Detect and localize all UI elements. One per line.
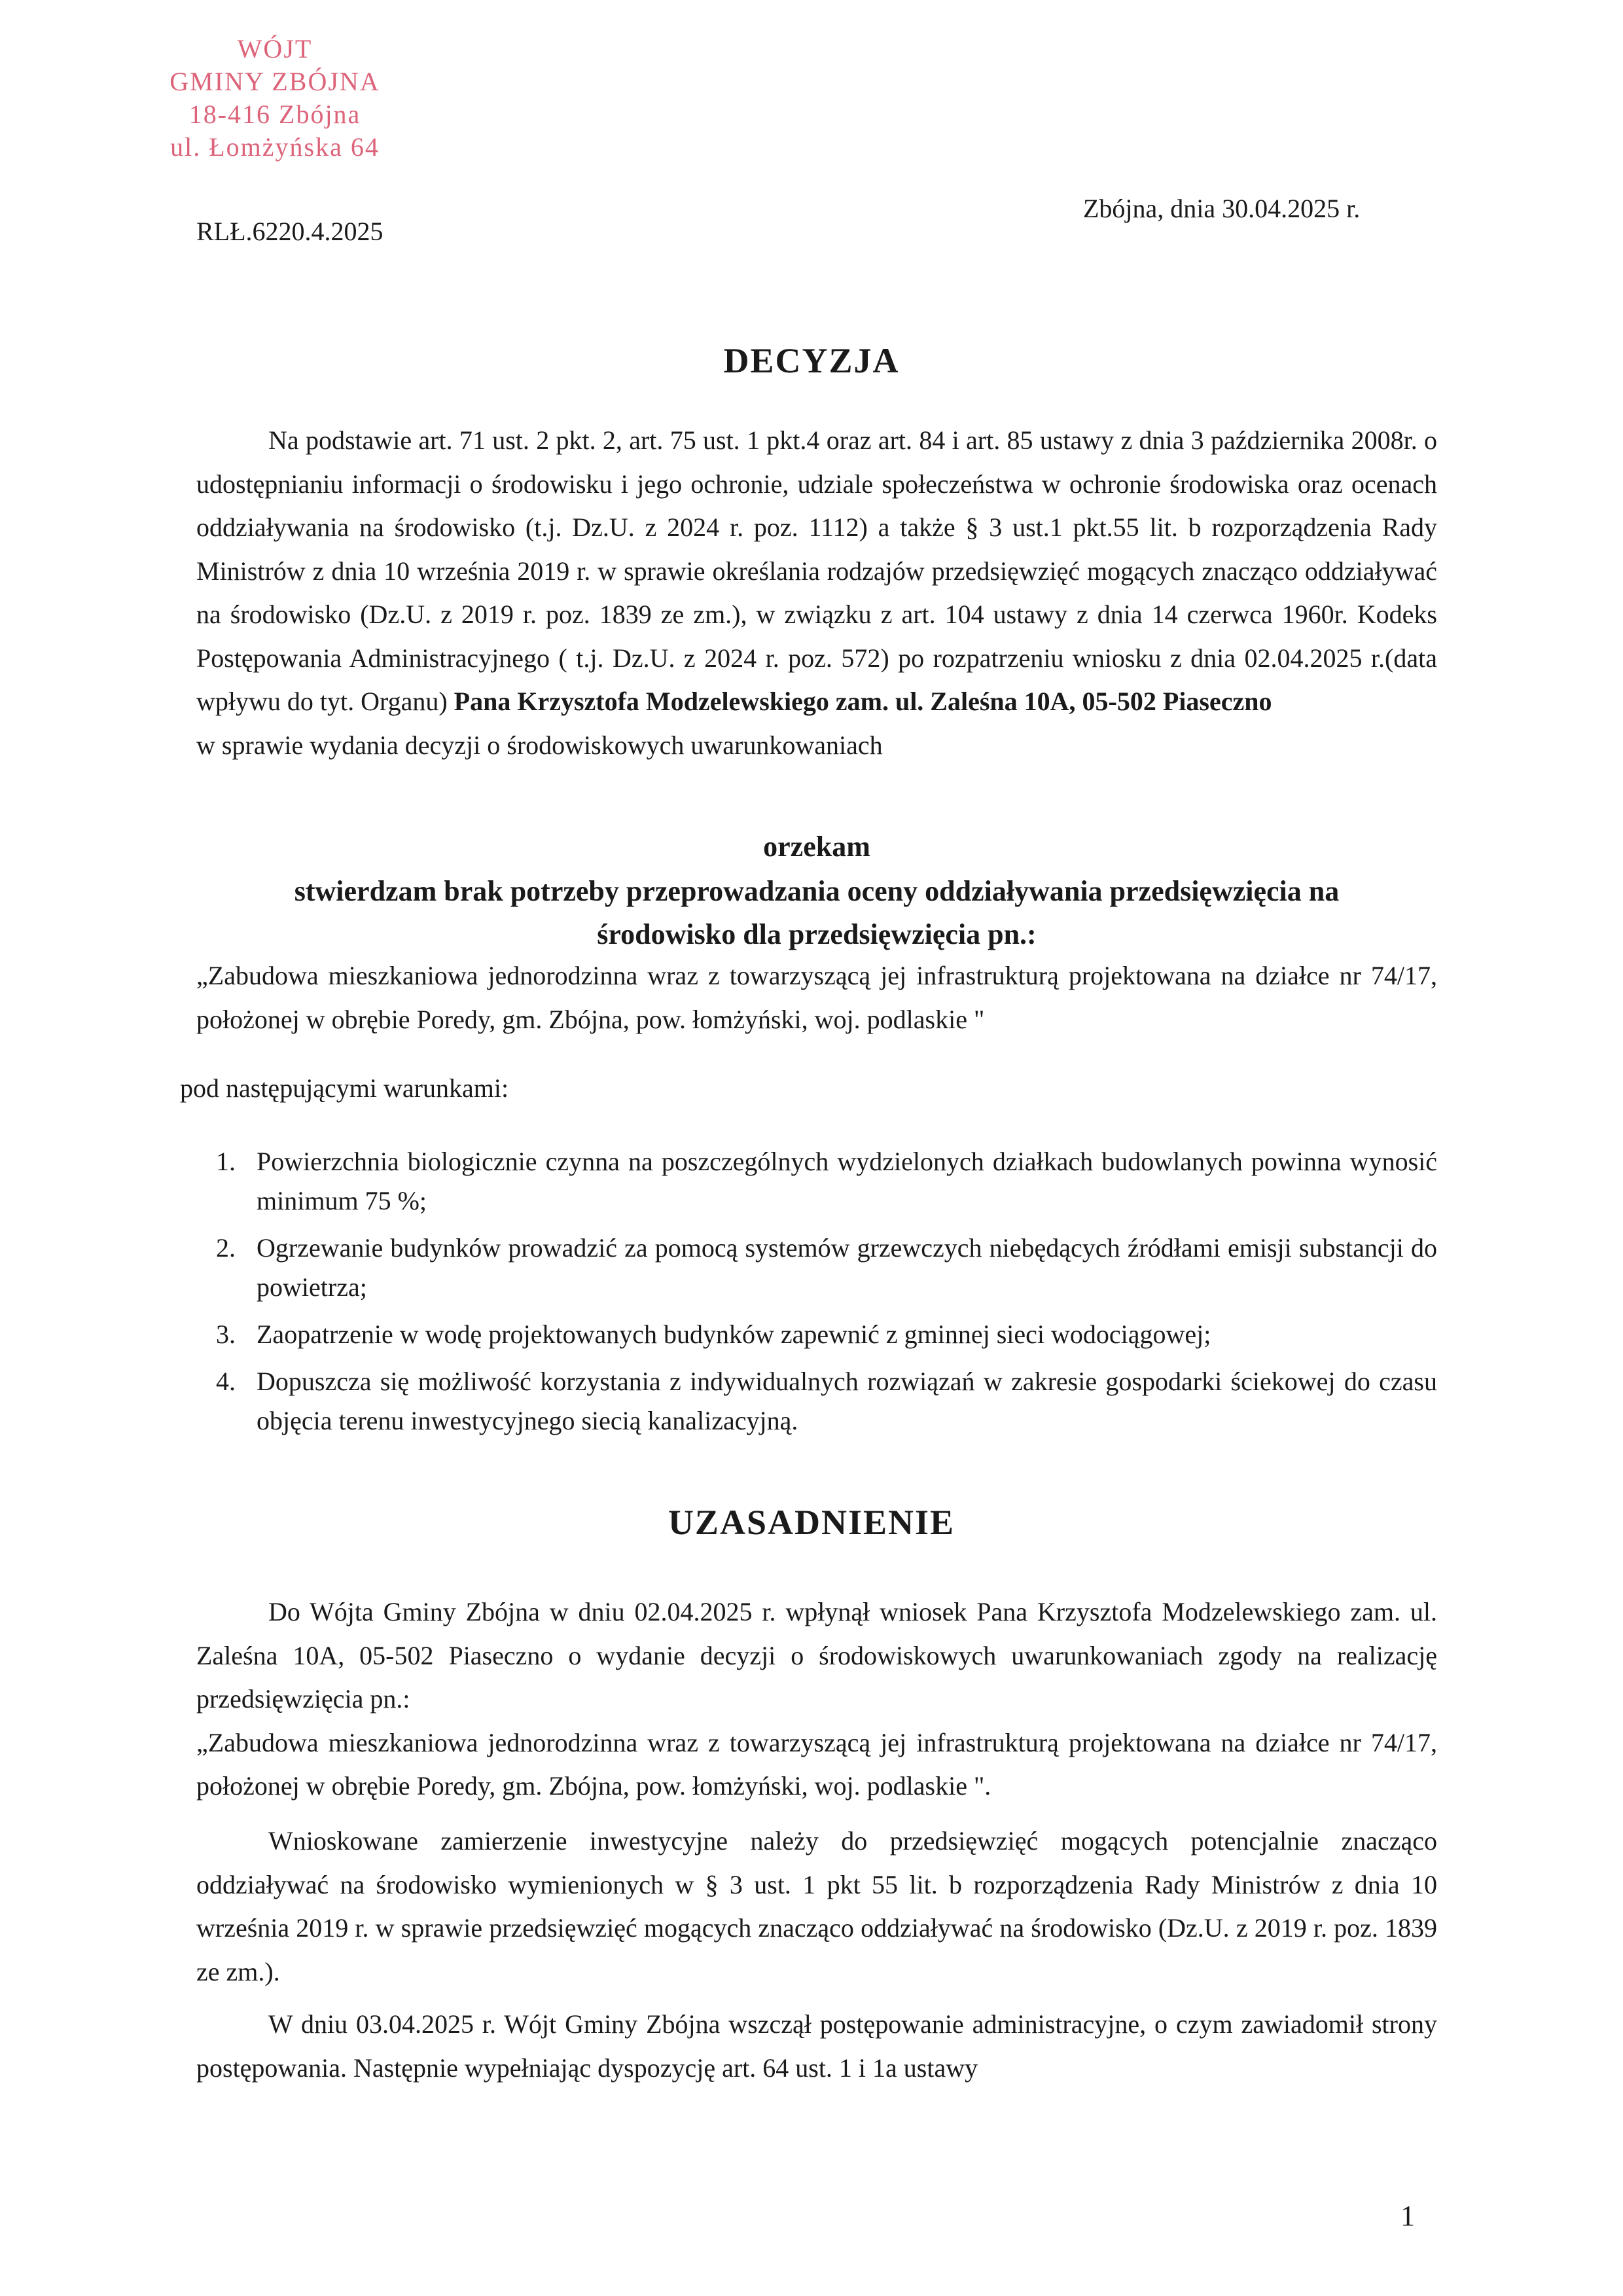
ruling-line-1: stwierdzam brak potrzeby przeprowadzania oceny oddziaływania przedsięwzięcia na: [294, 875, 1340, 907]
justification-text-1: Do Wójta Gminy Zbójna w dniu 02.04.2025 r. wpłynął wniosek Pana Krzysztofa Modzelewskiego zam. ul. Zaleśna 10A, 05-502 Piaseczno o wydanie decyzji o środowiskowych uwarunkowaniach zgody na realizację przedsięwzięcia pn.:: [196, 1597, 1437, 1713]
conditions-list: [216, 1142, 1437, 1448]
stamp-line-1: WÓJT: [237, 34, 313, 63]
condition-text: Dopuszcza się możliwość korzystania z indywidualnych rozwiązań w zakresie gospodarki ściekowej do czasu objęcia terenu inwestycyjnego siecią kanalizacyjną.: [257, 1367, 1437, 1435]
legal-basis-text: Na podstawie art. 71 ust. 2 pkt. 2, art. 75 ust. 1 pkt.4 oraz art. 84 i art. 85 ustawy z dnia 3 października 2008r. o udostępnianiu informacji o środowisku i jego ochronie, udziale społeczeństwa w ochronie środowiska oraz ocenach oddziaływania na środowisko (t.j. Dz.U. z 2024 r. poz. 1112) a także § 3 ust.1 pkt.55 lit. b rozporządzenia Rady Ministrów z dnia 10 września 2019 r. w sprawie określania rodzajów przedsięwzięć mogących znacząco oddziaływać na środowisko (Dz.U. z 2019 r. poz. 1839 ze zm.), w związku z art. 104 ustawy z dnia 14 czerwca 1960r. Kodeks Postępowania Administracyjnego ( t.j. Dz.U. z 2024 r. poz. 572) po rozpatrzeniu wniosku z dnia 02.04.2025 r.(data wpływu do tyt. Organu): [196, 425, 1437, 716]
condition-number: 3.: [216, 1319, 236, 1349]
applicant-name: Pana Krzysztofa Modzelewskiego zam. ul. Zaleśna 10A, 05-502 Piaseczno: [454, 687, 1272, 716]
condition-text: Zaopatrzenie w wodę projektowanych budynków zapewnić z gminnej sieci wodociągowej;: [257, 1319, 1211, 1349]
page-number: 1: [1400, 2200, 1415, 2232]
legal-basis-paragraph: [196, 419, 1437, 767]
justification-paragraph-3: W dniu 03.04.2025 r. Wójt Gminy Zbójna wszczął postępowanie administracyjne, o czym zawiadomił strony postępowania. Następnie wypełniając dyspozycję art. 64 ust. 1 i 1a ustawy: [196, 2009, 1437, 2083]
conditions-intro: pod następującymi warunkami:: [180, 1073, 509, 1103]
justification-project-name: „Zabudowa mieszkaniowa jednorodzinna wraz z towarzyszącą jej infrastrukturą projektowana na działce nr 74/17, położonej w obrębie Poredy, gm. Zbójna, pow. łomżyński, woj. podlaskie ".: [196, 1727, 1437, 1801]
stamp-line-2: GMINY ZBÓJNA: [169, 67, 380, 96]
decision-title: DECYZJA: [723, 341, 900, 380]
ruling-line-2: środowisko dla przedsięwzięcia pn.:: [597, 918, 1037, 950]
matter-text: w sprawie wydania decyzji o środowiskowych uwarunkowaniach: [196, 730, 883, 760]
condition-item: [216, 1142, 1437, 1221]
condition-text: Powierzchnia biologicznie czynna na poszczególnych wydzielonych działkach budowlanych powinna wynosić minimum 75 %;: [257, 1147, 1437, 1215]
project-name: „Zabudowa mieszkaniowa jednorodzinna wraz z towarzyszącą jej infrastrukturą projektowana na działce nr 74/17, położonej w obrębie Poredy, gm. Zbójna, pow. łomżyński, woj. podlaskie ": [196, 961, 1437, 1034]
place-and-date: Zbójna, dnia 30.04.2025 r.: [1083, 194, 1361, 223]
condition-text: Ogrzewanie budynków prowadzić za pomocą systemów grzewczych niebędących źródłami emisji substancji do powietrza;: [257, 1233, 1437, 1302]
justification-paragraph-2: Wnioskowane zamierzenie inwestycyjne należy do przedsięwzięć mogących potencjalnie znacząco oddziaływać na środowisko wymienionych w § 3 ust. 1 pkt 55 lit. b rozporządzenia Rady Ministrów z dnia 10 września 2019 r. w sprawie przedsięwzięć mogących znacząco oddziaływać na środowisko (Dz.U. z 2019 r. poz. 1839 ze zm.).: [196, 1826, 1437, 1986]
stamp-line-3: 18-416 Zbójna: [188, 99, 361, 129]
justification-title: UZASADNIENIE: [668, 1503, 955, 1542]
office-stamp: [131, 33, 419, 164]
stamp-line-4: ul. Łomżyńska 64: [170, 132, 380, 162]
condition-number: 2.: [216, 1233, 236, 1263]
condition-number: 1.: [216, 1147, 236, 1176]
condition-number: 4.: [216, 1367, 236, 1396]
justification-paragraph-1: [196, 1590, 1437, 1808]
orzekam-heading: orzekam: [763, 831, 870, 863]
condition-item: [216, 1362, 1437, 1441]
reference-number: RLŁ.6220.4.2025: [196, 217, 383, 246]
condition-item: [216, 1315, 1437, 1354]
condition-item: [216, 1229, 1437, 1307]
